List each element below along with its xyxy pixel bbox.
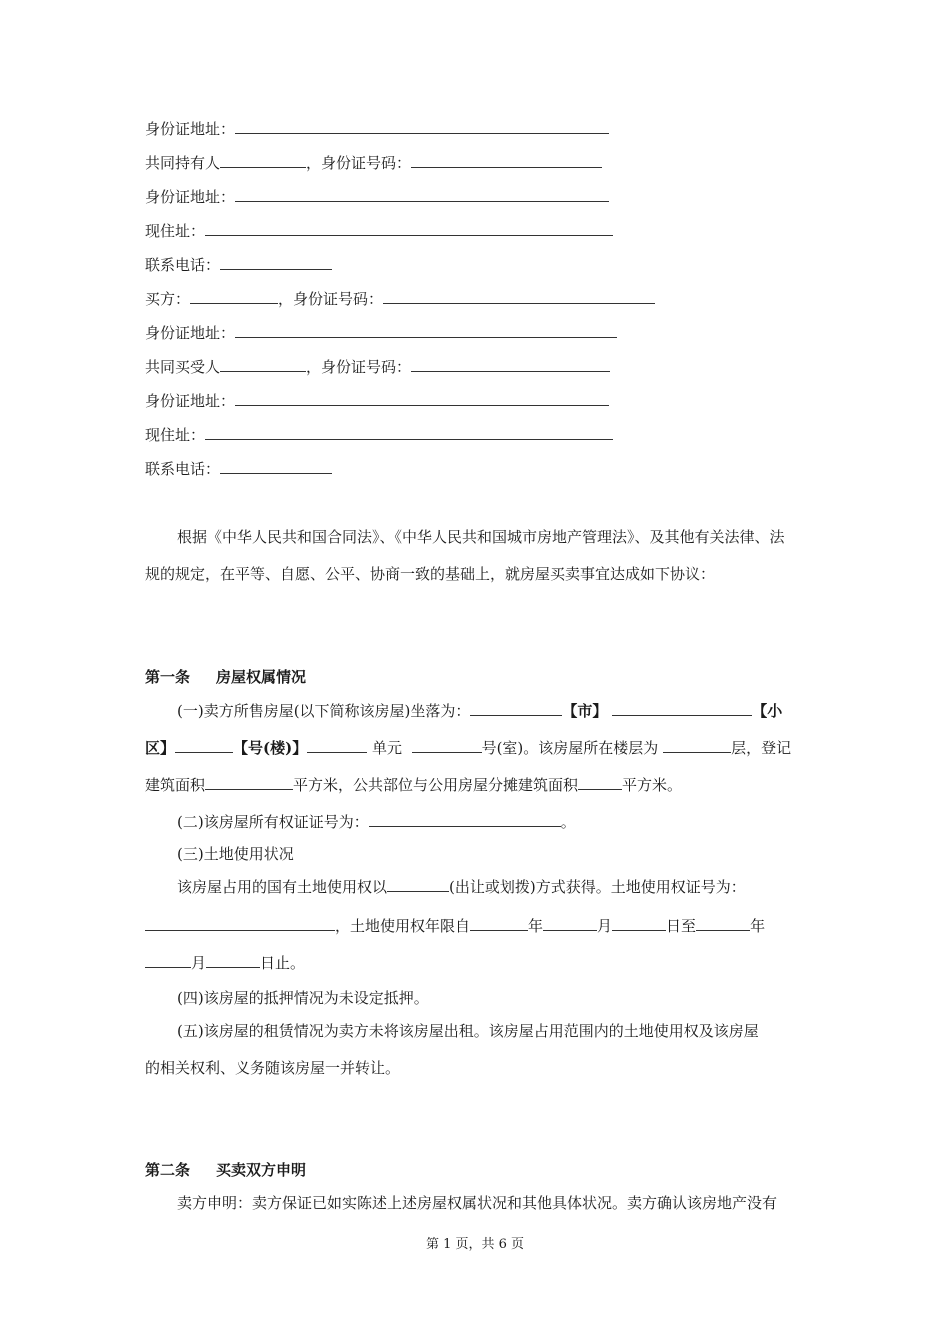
seller-current-address-label: 现住址：: [145, 222, 206, 240]
item-1-prefix: (一)卖方所售房屋(以下简称该房屋)坐落为：: [177, 702, 471, 720]
ownership-certificate-field[interactable]: [369, 812, 561, 827]
district-field[interactable]: [612, 701, 752, 716]
end-month-label: 月: [191, 954, 207, 972]
unit-label: 单元: [372, 739, 403, 757]
land-acquisition-line: [177, 877, 746, 897]
article-1-item-1-line-3: [145, 775, 682, 795]
article-2-line-1: 卖方申明：卖方保证已如实陈述上述房屋权属状况和其他具体状况。卖方确认该房地产没有: [177, 1194, 778, 1212]
buyer-id-number-field[interactable]: [383, 289, 655, 304]
article-1-item-2: [177, 812, 576, 832]
co-owner-id-address-label: 身份证地址：: [145, 188, 236, 206]
start-year-label: 年: [528, 917, 544, 935]
district-close-label: 区】: [145, 739, 176, 757]
floor-suffix: 层，登记: [731, 739, 792, 757]
co-owner-row: [145, 153, 602, 173]
buyer-phone-label: 联系电话：: [145, 460, 221, 478]
room-field[interactable]: [412, 738, 482, 753]
land-term-line: [145, 916, 765, 936]
co-buyer-id-number-field[interactable]: [411, 357, 610, 372]
preamble-line-1: 根据《中华人民共和国合同法》、《中华人民共和国城市房地产管理法》、及其他有关法律、法: [177, 528, 785, 546]
day-to-label: 日至: [666, 917, 697, 935]
seller-phone-row: [145, 255, 332, 275]
article-1-number: 第一条: [145, 668, 191, 686]
article-1-item-1-line-1: [177, 701, 782, 721]
floor-field[interactable]: [663, 738, 731, 753]
buyer-label: 买方：: [145, 290, 191, 308]
co-buyer-name-field[interactable]: [220, 357, 306, 372]
end-year-field[interactable]: [696, 916, 750, 931]
city-field[interactable]: [470, 701, 562, 716]
area-prefix: 建筑面积: [145, 776, 206, 794]
seller-phone-label: 联系电话：: [145, 256, 221, 274]
area-suffix: 平方米。: [622, 776, 683, 794]
seller-id-address-field[interactable]: [235, 119, 609, 134]
co-owner-id-number-field[interactable]: [411, 153, 602, 168]
building-area-field[interactable]: [205, 775, 293, 790]
buyer-current-address-label: 现住址：: [145, 426, 206, 444]
buyer-row: [145, 289, 655, 309]
article-2-heading: [145, 1160, 306, 1180]
end-day-field[interactable]: [206, 953, 260, 968]
land-certificate-field[interactable]: [145, 916, 335, 931]
start-month-label: 月: [597, 917, 613, 935]
article-2-number: 第二条: [145, 1161, 191, 1179]
buyer-phone-field[interactable]: [220, 459, 332, 474]
buyer-current-address-row: [145, 425, 613, 445]
co-buyer-label: 共同买受人: [145, 358, 221, 376]
buyer-phone-row: [145, 459, 332, 479]
buyer-id-number-label: ，身份证号码：: [278, 290, 384, 308]
end-year-label: 年: [750, 917, 766, 935]
article-1-heading: [145, 667, 306, 687]
article-1-item-3: (三)土地使用状况: [177, 845, 294, 863]
co-buyer-id-number-label: ，身份证号码：: [306, 358, 412, 376]
term-prefix: ，土地使用权年限自: [335, 917, 471, 935]
co-owner-name-field[interactable]: [220, 153, 306, 168]
seller-phone-field[interactable]: [220, 255, 332, 270]
seller-id-address-row: [145, 119, 609, 139]
start-day-field[interactable]: [612, 916, 666, 931]
city-label: 【市】: [562, 702, 608, 720]
land-term-end-line: [145, 953, 305, 973]
acquisition-method-field[interactable]: [387, 877, 449, 892]
seller-id-address-label: 身份证地址：: [145, 120, 236, 138]
building-field[interactable]: [175, 738, 233, 753]
buyer-name-field[interactable]: [190, 289, 278, 304]
article-1-item-5-line-2: 的相关权利、义务随该房屋一并转让。: [145, 1059, 401, 1077]
buyer-id-address-field[interactable]: [235, 323, 617, 338]
district-open-label: 【小: [752, 702, 783, 720]
article-1-item-4: (四)该房屋的抵押情况为未设定抵押。: [177, 989, 429, 1007]
article-1-title: 房屋权属情况: [216, 668, 307, 686]
co-buyer-id-address-label: 身份证地址：: [145, 392, 236, 410]
area-mid: 平方米，公共部位与公用房屋分摊建筑面积: [293, 776, 579, 794]
unit-field[interactable]: [307, 738, 367, 753]
building-label: 【号(楼)】: [233, 739, 308, 757]
land-mid: (出让或划拨)方式获得。土地使用权证号为：: [449, 878, 746, 896]
preamble-line-2: 规的规定，在平等、自愿、公平、协商一致的基础上，就房屋买卖事宜达成如下协议：: [145, 565, 716, 583]
co-buyer-row: [145, 357, 610, 377]
land-prefix: 该房屋占用的国有土地使用权以: [177, 878, 388, 896]
article-1-item-1-line-2: [145, 738, 791, 758]
end-month-field[interactable]: [145, 953, 191, 968]
co-buyer-id-address-row: [145, 391, 609, 411]
item-2-prefix: (二)该房屋所有权证证号为：: [177, 813, 369, 831]
seller-current-address-field[interactable]: [205, 221, 613, 236]
buyer-id-address-label: 身份证地址：: [145, 324, 236, 342]
item-2-suffix: 。: [560, 813, 576, 831]
article-1-item-5-line-1: (五)该房屋的租赁情况为卖方未将该房屋出租。该房屋占用范围内的土地使用权及该房屋: [177, 1022, 759, 1040]
buyer-current-address-field[interactable]: [205, 425, 613, 440]
co-owner-label: 共同持有人: [145, 154, 221, 172]
article-2-title: 买卖双方申明: [216, 1161, 307, 1179]
buyer-id-address-row: [145, 323, 617, 343]
co-buyer-id-address-field[interactable]: [235, 391, 609, 406]
page-number-footer: 第 1 页，共 6 页: [425, 1237, 525, 1252]
seller-current-address-row: [145, 221, 613, 241]
co-owner-id-number-label: ，身份证号码：: [306, 154, 412, 172]
co-owner-id-address-field[interactable]: [235, 187, 609, 202]
co-owner-id-address-row: [145, 187, 609, 207]
start-year-field[interactable]: [470, 916, 528, 931]
shared-area-field[interactable]: [578, 775, 622, 790]
day-end-label: 日止。: [260, 954, 306, 972]
room-label: 号(室)。该房屋所在楼层为: [481, 739, 659, 757]
start-month-field[interactable]: [543, 916, 597, 931]
